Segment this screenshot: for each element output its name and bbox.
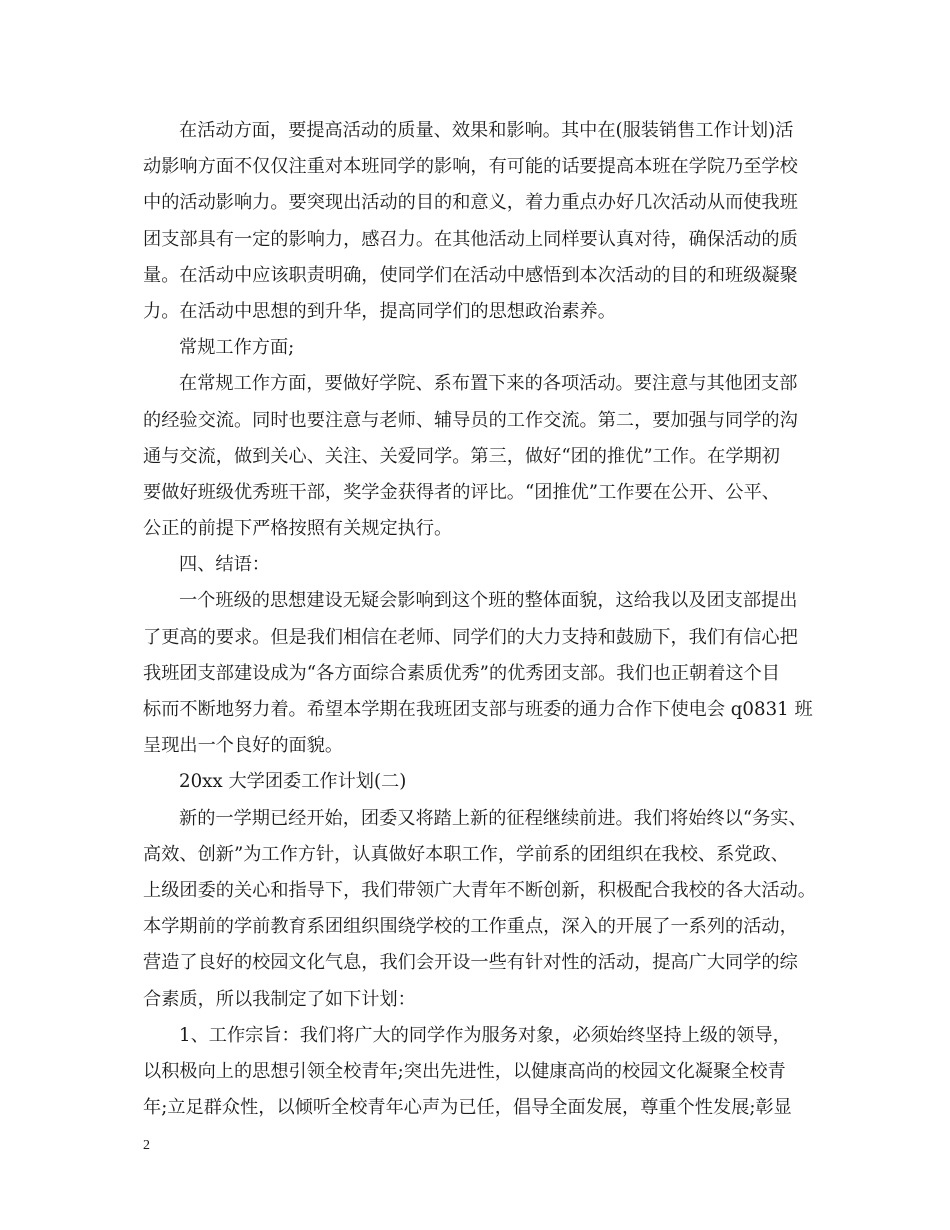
text-line: 本学期前的学前教育系团组织围绕学校的工作重点，深入的开展了一系列的活动， (143, 916, 798, 938)
text-line: 上级团委的关心和指导下，我们带领广大青年不断创新，积极配合我校的各大活动。 (143, 879, 816, 901)
text-line: 年;立足群众性，以倾听全校青年心声为已任，倡导全面发展，尊重个性发展;彰显 (143, 1097, 792, 1119)
text-line: 在活动方面，要提高活动的质量、效果和影响。其中在(服装销售工作计划)活 (179, 120, 794, 141)
text-line: 在常规工作方面，要做好学院、系布置下来的各项活动。要注意与其他团支部 (179, 373, 798, 395)
text-line: 了更高的要求。但是我们相信在老师、同学们的大力支持和鼓励下，我们有信心把 (143, 626, 798, 648)
text-line: 标而不断地努力着。希望本学期在我班团支部与班委的通力合作下使电会 q0831 班 (143, 699, 813, 720)
text-line: 高效、创新”为工作方针，认真做好本职工作，学前系的团组织在我校、系党政、 (143, 843, 789, 865)
text-line: 中的活动影响力。要突现出活动的目的和意义，着力重点办好几次活动从而使我班 (143, 192, 798, 214)
text-line: 一个班级的思想建设无疑会影响到这个班的整体面貌，这给我以及团支部提出 (179, 590, 798, 612)
document-body (143, 113, 825, 1126)
text-line: 力。在活动中思想的到升华，提高同学们的思想政治素养。 (143, 300, 616, 322)
text-line: 四、结语： (179, 554, 270, 576)
text-line: 团支部具有一定的影响力，感召力。在其他活动上同样要认真对待，确保活动的质 (143, 228, 798, 250)
text-line: 动影响方面不仅仅注重对本班同学的影响，有可能的话要提高本班在学院乃至学校 (143, 156, 798, 178)
page-number: 2 (143, 1138, 150, 1153)
text-line: 量。在活动中应该职责明确，使同学们在活动中感悟到本次活动的目的和班级凝聚 (143, 264, 798, 286)
text-line: 营造了良好的校园文化气息，我们会开设一些有针对性的活动，提高广大同学的综 (143, 952, 798, 974)
text-line: 通与交流，做到关心、关注、关爱同学。第三，做好“团的推优”工作。在学期初 (143, 445, 780, 467)
text-line: 20xx 大学团委工作计划(二) (179, 771, 407, 793)
text-line: 要做好班级优秀班干部，奖学金获得者的评比。“团推优”工作要在公开、公平、 (143, 481, 780, 503)
text-line: 的经验交流。同时也要注意与老师、辅导员的工作交流。第二，要加强与同学的沟 (143, 409, 798, 431)
text-line: 常规工作方面; (179, 337, 295, 359)
text-line: 呈现出一个良好的面貌。 (143, 735, 344, 757)
text-line: 新的一学期已经开始，团委又将踏上新的征程继续前进。我们将始终以“务实、 (179, 807, 807, 829)
text-line: 公正的前提下严格按照有关规定执行。 (143, 518, 453, 540)
text-line: 我班团支部建设成为“各方面综合素质优秀”的优秀团支部。我们也正朝着这个目 (143, 662, 780, 684)
text-line: 1、工作宗旨：我们将广大的同学作为服务对象，必须始终坚持上级的领导， (179, 1024, 791, 1046)
text-line: 合素质，所以我制定了如下计划： (143, 988, 416, 1010)
text-line: 以积极向上的思想引领全校青年;突出先进性，以健康高尚的校园文化凝聚全校青 (143, 1060, 786, 1082)
